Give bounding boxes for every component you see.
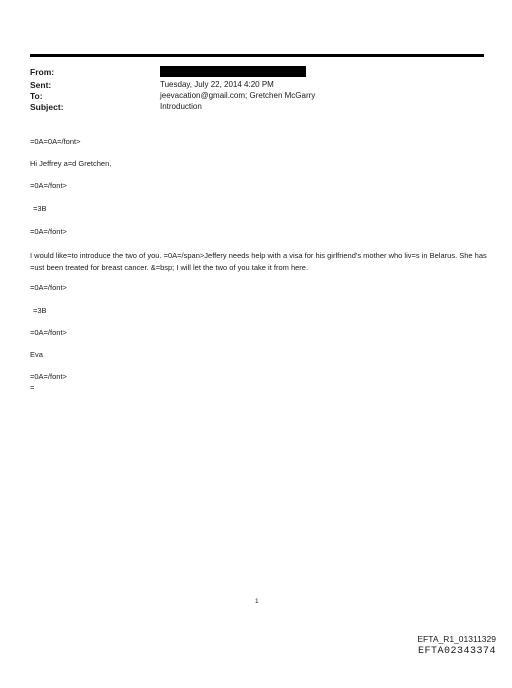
body-line: =3B	[33, 306, 47, 315]
sent-label: Sent:	[30, 80, 52, 90]
body-line: =0A=/font>	[30, 283, 67, 292]
greeting: Hi Jeffrey a=d Gretchen,	[30, 159, 112, 168]
header-rule	[30, 54, 484, 57]
redaction-box	[160, 66, 306, 77]
from-label: From:	[30, 67, 55, 77]
bates-number-secondary: EFTA02343374	[417, 646, 496, 657]
body-line: =0A=/font>	[30, 372, 67, 381]
to-label: To:	[30, 91, 43, 101]
body-paragraph: I would like=to introduce the two of you. =0A=/span>Jeffery needs help with a visa for his girlfriend's mother who liv=s in Belarus. She has =ust been treated for breast cancer. &=bsp; I will let the two of you take it from here.	[30, 251, 487, 272]
body-line: =	[30, 383, 35, 392]
body-line: =0A=/font>	[30, 181, 67, 190]
body-line: =0A=0A=/font>	[30, 137, 81, 146]
bates-number-primary: EFTA_R1_01311329	[417, 634, 496, 644]
page-number: 1	[255, 598, 259, 605]
to-value: jeevacation@gmail.com; Gretchen McGarry	[160, 91, 316, 100]
body-line: =0A=/font>	[30, 227, 67, 236]
subject-value: Introduction	[160, 102, 202, 111]
sent-value: Tuesday, July 22, 2014 4:20 PM	[160, 80, 274, 89]
body-line: =3B	[33, 204, 47, 213]
subject-label: Subject:	[30, 102, 64, 112]
body-line: =0A=/font>	[30, 328, 67, 337]
signature: Eva	[30, 350, 43, 359]
